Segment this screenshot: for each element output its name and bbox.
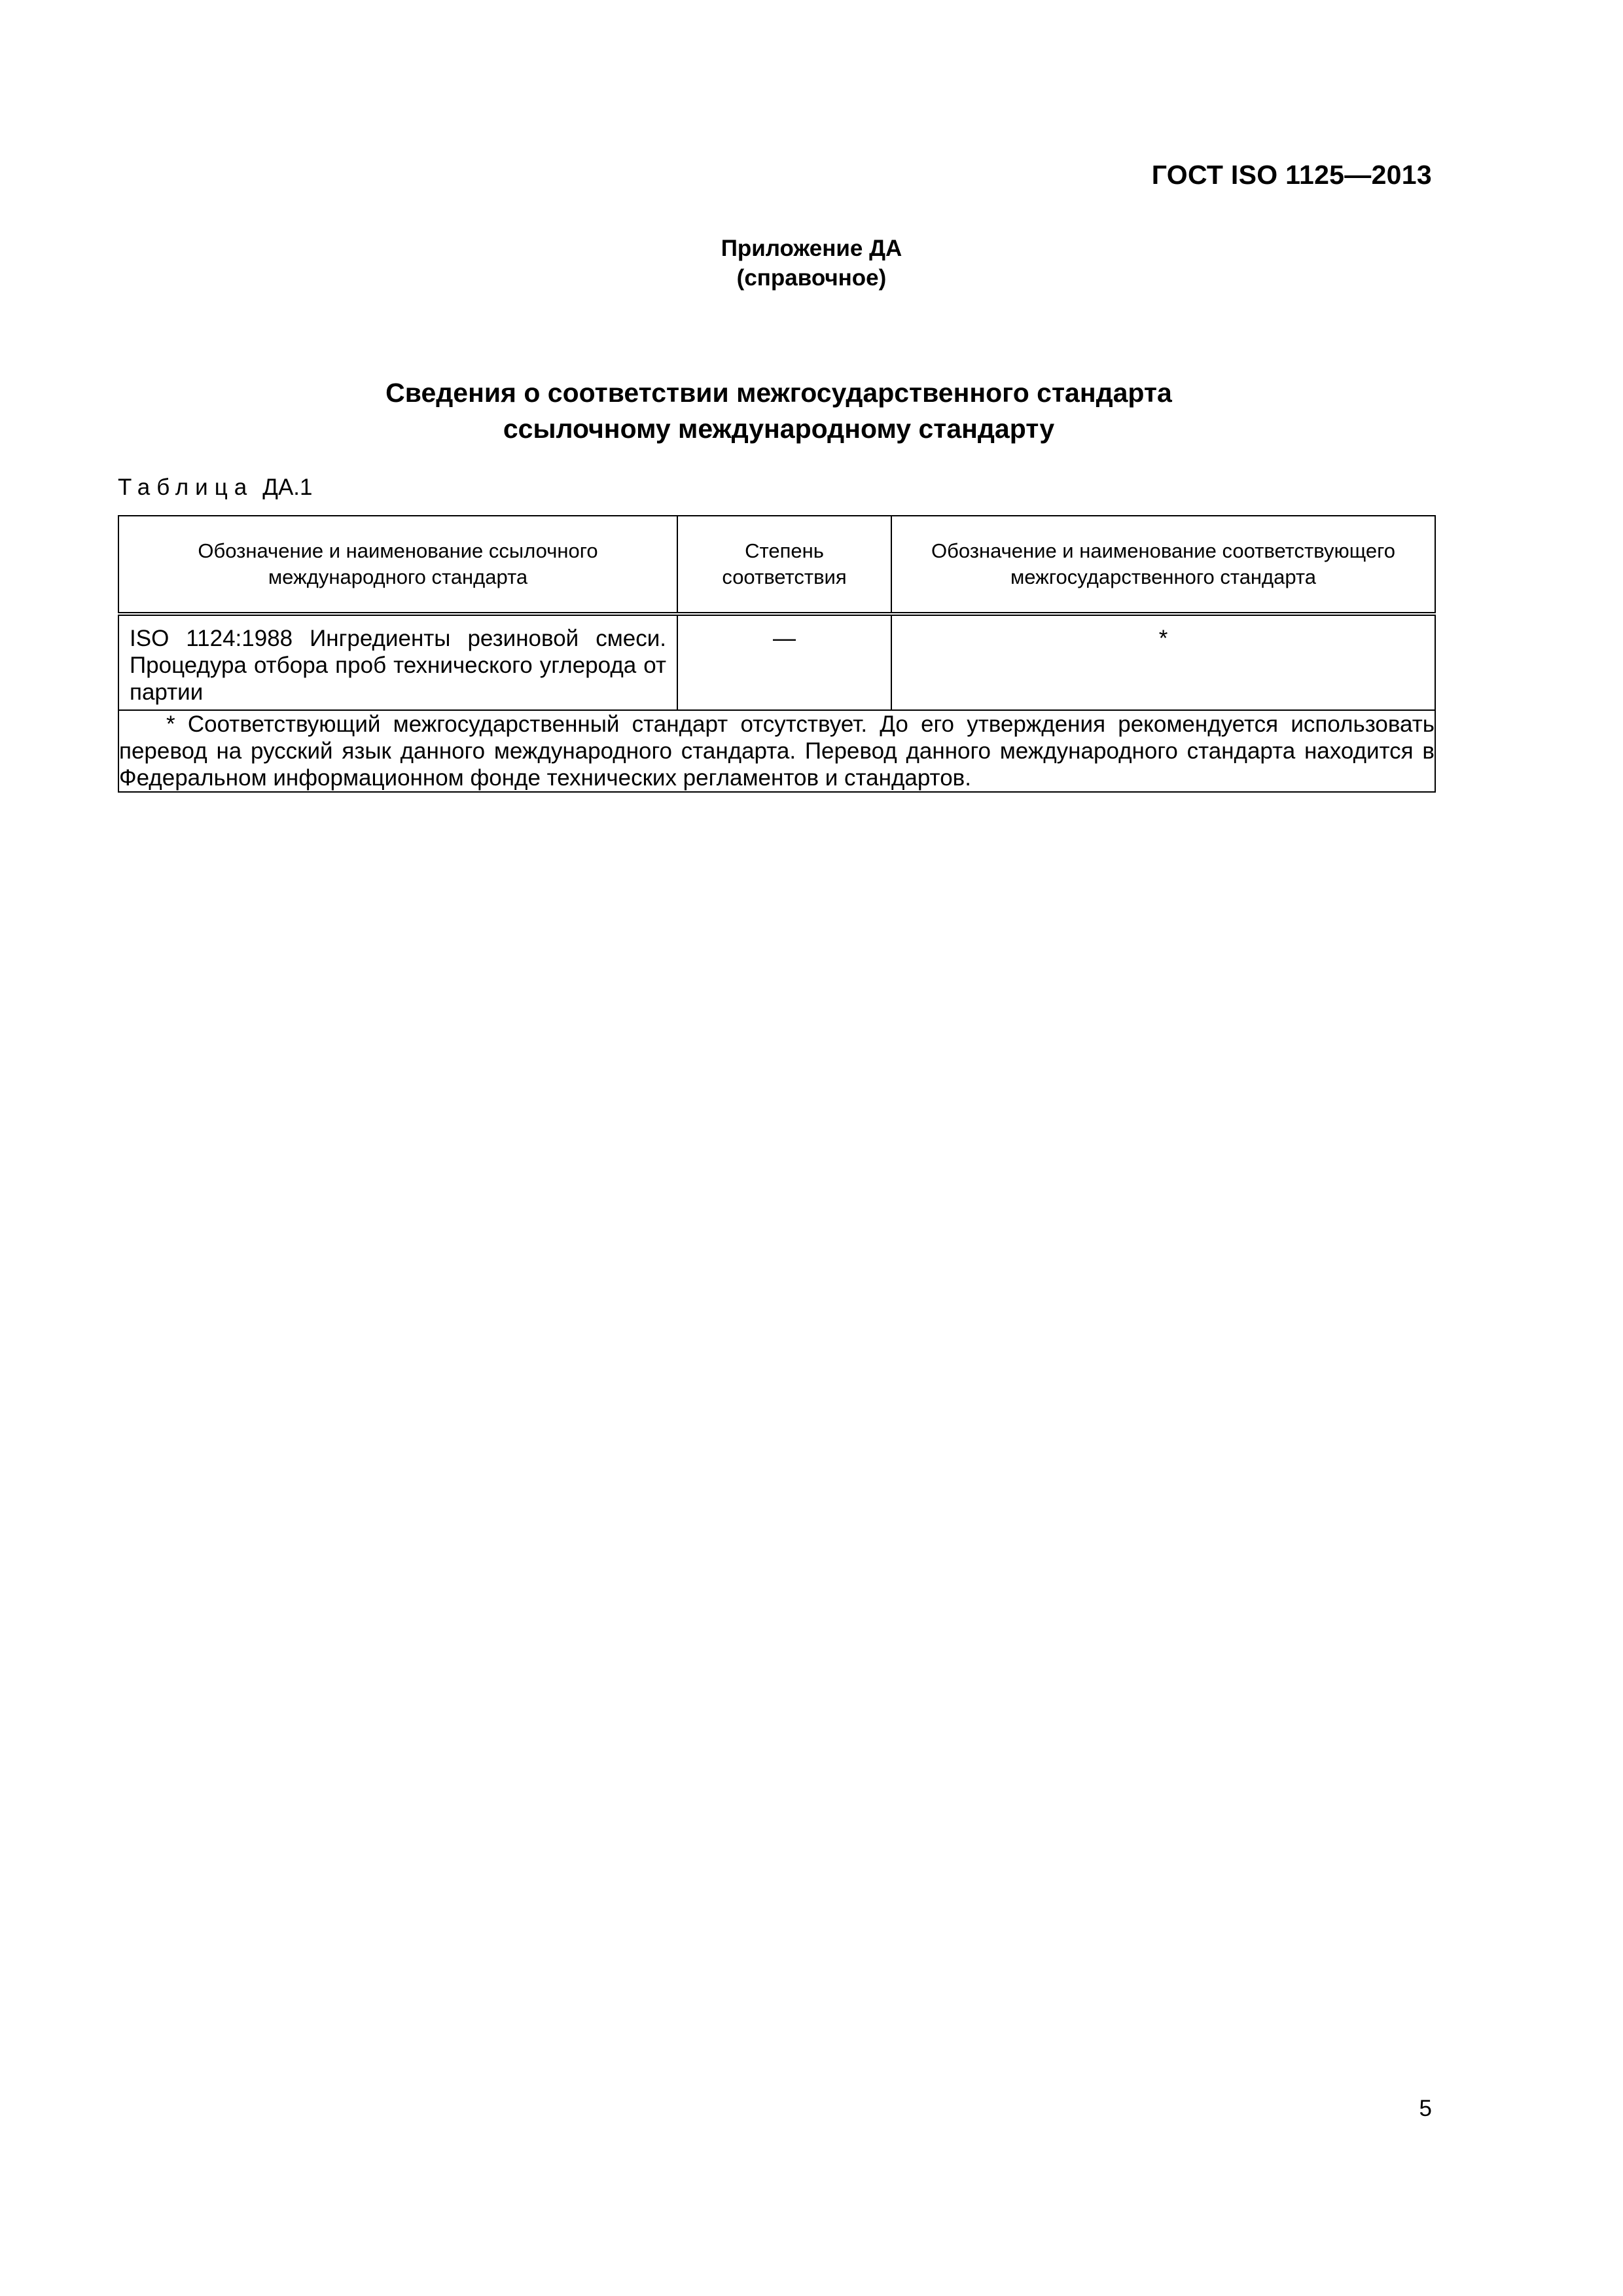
cell-degree: — — [677, 614, 891, 710]
cell-interstate-standard: * — [891, 614, 1435, 710]
table-caption-id: ДА.1 — [262, 475, 313, 500]
column-header-reference-standard: Обозначение и наименование ссылочного международного стандарта — [118, 516, 677, 614]
section-heading — [0, 375, 1558, 447]
appendix-title: Приложение ДА — [721, 236, 902, 261]
appendix-heading — [0, 234, 1623, 293]
appendix-subtitle: (справочное) — [736, 265, 887, 291]
page-number: 5 — [1419, 2096, 1432, 2121]
table-footnote-row — [118, 710, 1435, 792]
correspondence-table — [118, 515, 1436, 793]
column-header-interstate-standard: Обозначение и наименование соответствующего межгосударственного стандарта — [891, 516, 1435, 614]
table-footnote-cell — [118, 710, 1435, 792]
section-heading-line-2: ссылочному международному стандарту — [503, 414, 1055, 444]
section-heading-line-1: Сведения о соответствии межгосударственного стандарта — [385, 378, 1172, 408]
column-header-degree: Степень соответствия — [677, 516, 891, 614]
table-footnote: * Соответствующий межгосударственный стандарт отсутствует. До его утверждения рекомендуется использовать перевод на русский язык данного международного стандарта. Перевод данного международного стандарта находится в Федеральном информационном фонде технических регламентов и стандартов. — [119, 711, 1435, 791]
table-caption — [118, 475, 312, 501]
table-caption-word: Таблица — [118, 475, 254, 500]
table-header-row — [118, 516, 1435, 614]
cell-reference-standard: ISO 1124:1988 Ингредиенты резиновой смеси. Процедура отбора проб технического углерода от партии — [118, 614, 677, 710]
document-number: ГОСТ ISO 1125—2013 — [1151, 160, 1432, 190]
table-row — [118, 614, 1435, 710]
